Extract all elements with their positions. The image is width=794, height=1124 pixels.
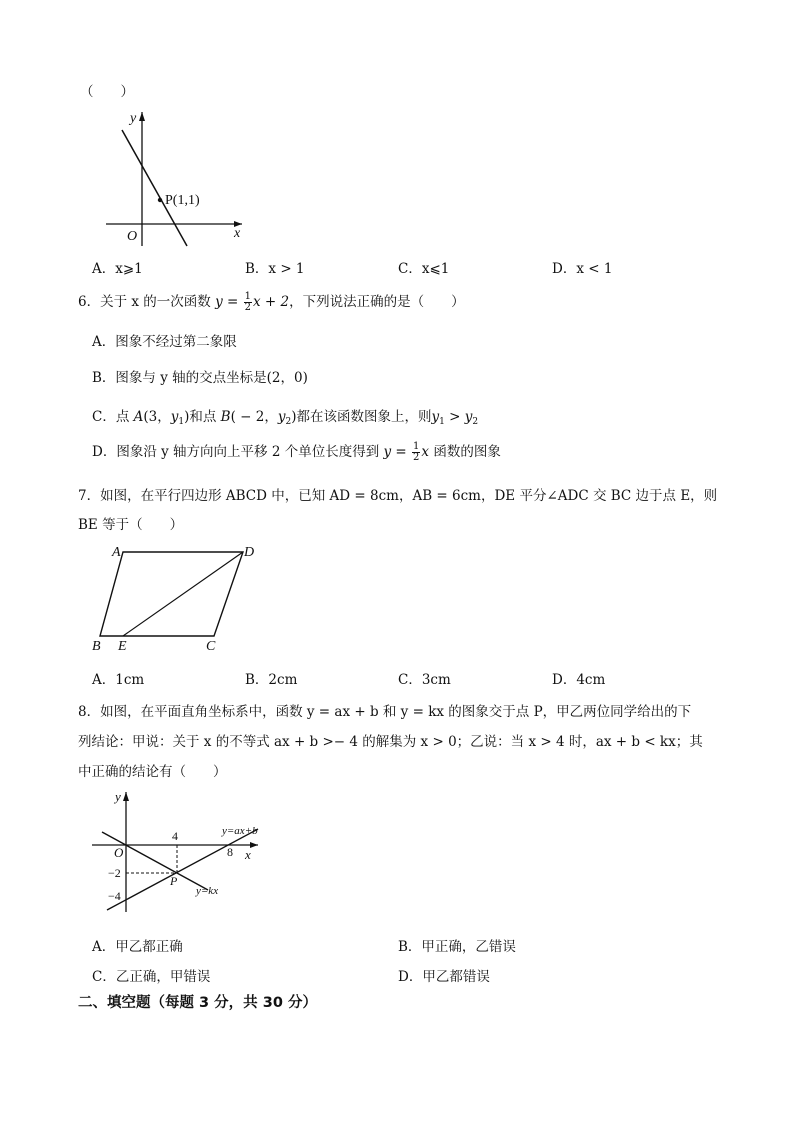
q6-optd-pre: D．图象沿 y 轴方向向上平移 2 个单位长度得到 xyxy=(92,444,384,460)
q6-optd-eq: y = xyxy=(383,444,412,460)
q5-option-a[interactable]: A．x⩾1 xyxy=(92,261,143,277)
q6-optd-frac-num: 1 xyxy=(413,441,420,452)
q5-point-label: P(1,1) xyxy=(165,193,200,208)
q7-option-a[interactable]: A．1cm xyxy=(92,672,145,688)
q7-stem-line2: BE 等于（ ） xyxy=(78,517,184,533)
q6-optc-pre: C．点 xyxy=(92,409,134,425)
q6-option-c[interactable]: C．点 A(3，$y_1$)和点 B( − 2，$y_2$)都在该函数图象上，则$y_1 > y_2$ xyxy=(92,409,479,427)
q5-x-label: x xyxy=(234,226,241,241)
q8-origin-label: O xyxy=(114,845,124,860)
q8-option-d[interactable]: D．甲乙都错误 xyxy=(398,969,490,985)
q6-optd-frac-den: 2 xyxy=(413,452,420,463)
q7-label-e: E xyxy=(118,639,127,654)
q7-label-b: B xyxy=(92,639,101,654)
q5-option-c[interactable]: C．x⩽1 xyxy=(398,261,450,277)
q8-option-b[interactable]: B．甲正确，乙错误 xyxy=(398,939,516,955)
q8-stem-line1: 8．如图，在平面直角坐标系中，函数 y = ax + b 和 y = kx 的图象交于点 P，甲乙两位同学给出的下 xyxy=(78,704,692,720)
q6-frac-den: 2 xyxy=(244,302,251,313)
q6-optc-y1: y xyxy=(170,409,179,425)
q6-optc-mid2: )和点 xyxy=(184,409,221,425)
q6-stem xyxy=(78,290,465,313)
q6-optc-a: A xyxy=(133,409,144,425)
q8-option-c[interactable]: C．乙正确，甲错误 xyxy=(92,969,211,985)
q6-eq-lhs: y = xyxy=(215,294,243,310)
q7-option-d[interactable]: D．4cm xyxy=(552,672,606,688)
section-2-title: 二、填空题（每题 3 分，共 30 分） xyxy=(78,995,317,1011)
q6-optc-cmp: > xyxy=(444,409,465,425)
q6-option-a[interactable]: A．图象不经过第二象限 xyxy=(92,334,237,350)
q6-optc-y1b: y xyxy=(431,409,440,425)
q5-answer-paren: （ ） xyxy=(80,84,134,100)
q8-point-p-label: P xyxy=(170,874,178,888)
q7-parallelogram-figure xyxy=(86,540,276,656)
q6-optc-y2: y xyxy=(277,409,286,425)
q7-option-b[interactable]: B．2cm xyxy=(245,672,298,688)
q8-line-kx-label: y=kx xyxy=(196,885,219,897)
q5-option-d[interactable]: D．x < 1 xyxy=(552,261,613,277)
q7-label-c: C xyxy=(206,639,216,654)
q8-tick-4: 4 xyxy=(172,829,178,843)
q8-tick-minus2: −2 xyxy=(108,866,121,880)
q6-frac-num: 1 xyxy=(244,291,251,302)
q8-stem-line3: 中正确的结论有（ ） xyxy=(78,764,227,780)
q6-optc-mid3: ( − 2， xyxy=(230,409,278,425)
q8-option-a[interactable]: A．甲乙都正确 xyxy=(92,939,183,955)
q8-tick-8: 8 xyxy=(227,845,233,859)
q6-option-d[interactable] xyxy=(92,440,501,463)
q5-origin-label: O xyxy=(127,229,138,244)
q6-optc-y2b: y xyxy=(464,409,473,425)
q8-stem-line2: 列结论：甲说：关于 x 的不等式 ax + b >− 4 的解集为 x > 0；乙说：当 x > 4 时，ax + b < kx；其 xyxy=(78,734,703,750)
q7-option-c[interactable]: C．3cm xyxy=(398,672,451,688)
q6-optd-post: 函数的图象 xyxy=(429,444,501,460)
q6-optd-x: x xyxy=(421,444,430,460)
q7-label-a: A xyxy=(112,545,121,560)
q6-stem-post: ，下列说法正确的是（ ） xyxy=(289,294,465,310)
q5-option-b[interactable]: B．x > 1 xyxy=(245,261,305,277)
q6-eq-rhs: x + 2 xyxy=(252,294,290,310)
q6-optd-fraction xyxy=(412,442,420,463)
q6-fraction xyxy=(244,292,252,313)
q5-graph xyxy=(100,100,260,252)
q8-line-axb-label: y=ax+b xyxy=(222,825,258,837)
q6-optc-b: B xyxy=(220,409,231,425)
q6-optc-mid1: (3， xyxy=(143,409,171,425)
q8-tick-minus4: −4 xyxy=(108,889,121,903)
q6-optc-post: )都在该函数图象上，则 xyxy=(291,409,432,425)
q7-stem-line1: 7．如图，在平行四边形 ABCD 中，已知 AD = 8cm，AB = 6cm，DE 平分∠ADC 交 BC 边于点 E，则 xyxy=(78,488,718,504)
q8-y-label: y xyxy=(115,789,121,804)
q8-x-label: x xyxy=(245,847,251,862)
q8-graph xyxy=(88,784,288,916)
q5-y-label: y xyxy=(130,111,137,126)
q7-label-d: D xyxy=(244,545,255,560)
q6-stem-pre: 6．关于 x 的一次函数 xyxy=(78,294,216,310)
q6-option-b[interactable]: B．图象与 y 轴的交点坐标是(2，0) xyxy=(92,370,308,386)
